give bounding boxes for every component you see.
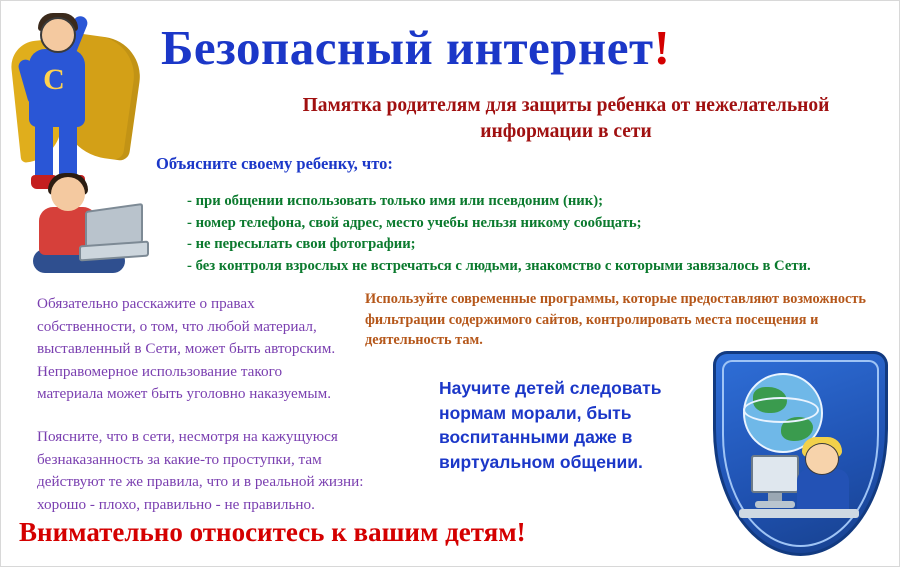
advice-bullet-list <box>187 191 887 277</box>
shield-illustration <box>713 351 888 556</box>
computer-monitor-icon <box>751 455 799 493</box>
hero-leg-left <box>35 119 53 181</box>
child-head <box>51 177 85 211</box>
filtering-software-paragraph: Используйте современные программы, которые предоставляют возможность фильтрации содержимого сайтов, контролировать места посещения и деятельность там. <box>365 291 866 348</box>
monitor-base <box>755 501 795 508</box>
globe-orbit-ring <box>743 397 819 423</box>
page-subtitle: Памятка родителям для защиты ребенка от нежелательной информации в сети <box>302 95 830 142</box>
page-title-exclamation: ! <box>653 20 671 75</box>
page-title-text: Безопасный интернет <box>161 20 654 75</box>
explain-heading: Объясните своему ребенку, что: <box>156 154 393 173</box>
hero-leg-right <box>59 119 77 181</box>
footer-call-to-action: Внимательно относитесь к вашим детям! <box>19 517 526 547</box>
copyright-advice-paragraph: Обязательно расскажите о правах собственности, о том, что любой материал, выставленный в Сети, может быть авторским. Неправомерное использование такого материала может быть уголовно наказуемым. <box>37 295 336 402</box>
superhero-illustration <box>7 1 157 201</box>
hero-head <box>40 17 76 53</box>
list-item: - номер телефона, свой адрес, место учебы нельзя никому сообщать; <box>187 214 642 231</box>
monitor-stand <box>768 493 782 501</box>
list-item: - при общении использовать только имя или псевдоним (ник); <box>187 193 604 209</box>
rules-advice-paragraph: Поясните, что в сети, несмотря на кажущуюся безнаказанность за какие-то проступки, там действуют те же правила, что и в реальной жизни: хорошо - плохо, правильно - не правильно. <box>37 428 364 513</box>
child-with-laptop-illustration <box>23 177 153 287</box>
list-item: - без контроля взрослых не встречаться с людьми, знакомство с которыми завязалось в Сети. <box>187 257 811 274</box>
hero-chest-emblem: C <box>43 63 65 96</box>
desk-surface <box>739 509 859 518</box>
list-item: - не пересылать свои фотографии; <box>187 236 416 252</box>
boy-head <box>805 443 839 475</box>
morals-advice-paragraph: Научите детей следовать нормам морали, быть воспитанными даже в виртуальном общении. <box>439 378 662 472</box>
laptop-keyboard-icon <box>79 241 149 262</box>
page-title <box>161 19 861 76</box>
